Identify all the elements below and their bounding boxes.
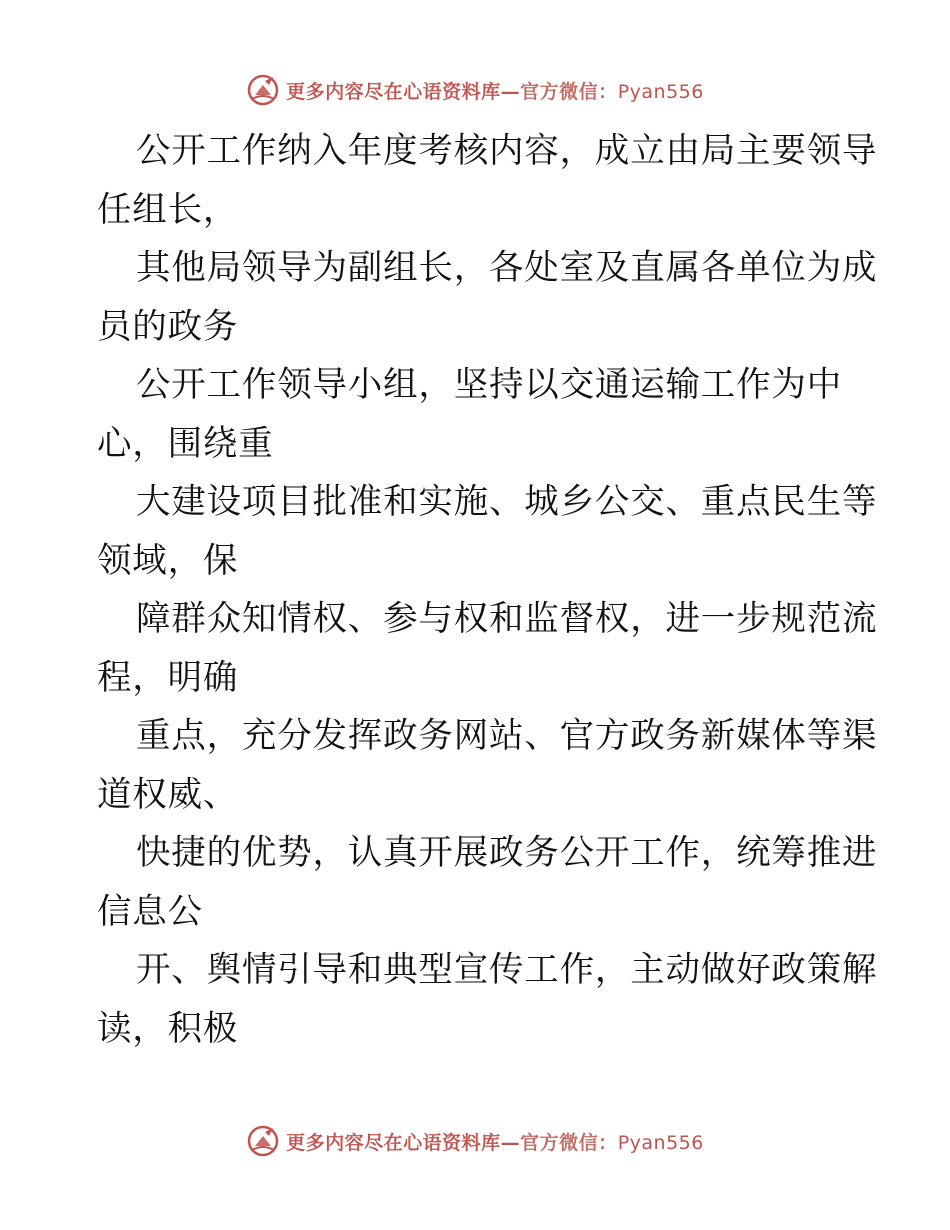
body-line: 其他局领导为副组长，各处室及直属各单位为成 <box>136 248 878 288</box>
body-line: 程，明确 <box>97 657 239 698</box>
footer-banner-text <box>286 1128 704 1155</box>
body-line: 信息公 <box>97 891 203 932</box>
header-wechat-label: 官方微信： <box>520 80 618 103</box>
footer-wechat-label: 官方微信： <box>520 1131 618 1154</box>
footer-site-text: 更多内容尽在心语资料库 <box>286 1131 501 1154</box>
body-line: 公开工作纳入年度考核内容，成立由局主要领导 <box>136 131 878 171</box>
body-line: 领域，保 <box>97 540 239 581</box>
header-wechat-id: Pyan556 <box>617 80 704 103</box>
body-line: 员的政务 <box>97 306 239 347</box>
document-body <box>97 122 878 1058</box>
body-line: 开、舆情引导和典型宣传工作，主动做好政策解 <box>136 950 878 990</box>
body-line: 读，积极 <box>97 1008 239 1049</box>
header-dash: — <box>500 80 521 103</box>
book-pen-logo-icon <box>246 73 280 107</box>
footer-wechat-id: Pyan556 <box>617 1131 704 1154</box>
book-pen-logo-icon <box>246 1124 280 1158</box>
footer-dash: — <box>500 1131 521 1154</box>
header-banner <box>0 70 950 110</box>
body-line: 障群众知情权、参与权和监督权，进一步规范流 <box>136 599 878 639</box>
body-line: 大建设项目批准和实施、城乡公交、重点民生等 <box>136 482 878 522</box>
body-line: 公开工作领导小组，坚持以交通运输工作为中 <box>136 365 842 405</box>
body-line: 快捷的优势，认真开展政务公开工作，统筹推进 <box>136 833 878 873</box>
body-line: 重点，充分发挥政务网站、官方政务新媒体等渠 <box>136 716 878 756</box>
header-banner-text <box>286 77 704 104</box>
body-line: 任组长， <box>97 189 239 230</box>
footer-banner <box>0 1121 950 1161</box>
body-line: 心，围绕重 <box>97 423 274 464</box>
body-line: 道权威、 <box>97 774 239 815</box>
header-site-text: 更多内容尽在心语资料库 <box>286 80 501 103</box>
